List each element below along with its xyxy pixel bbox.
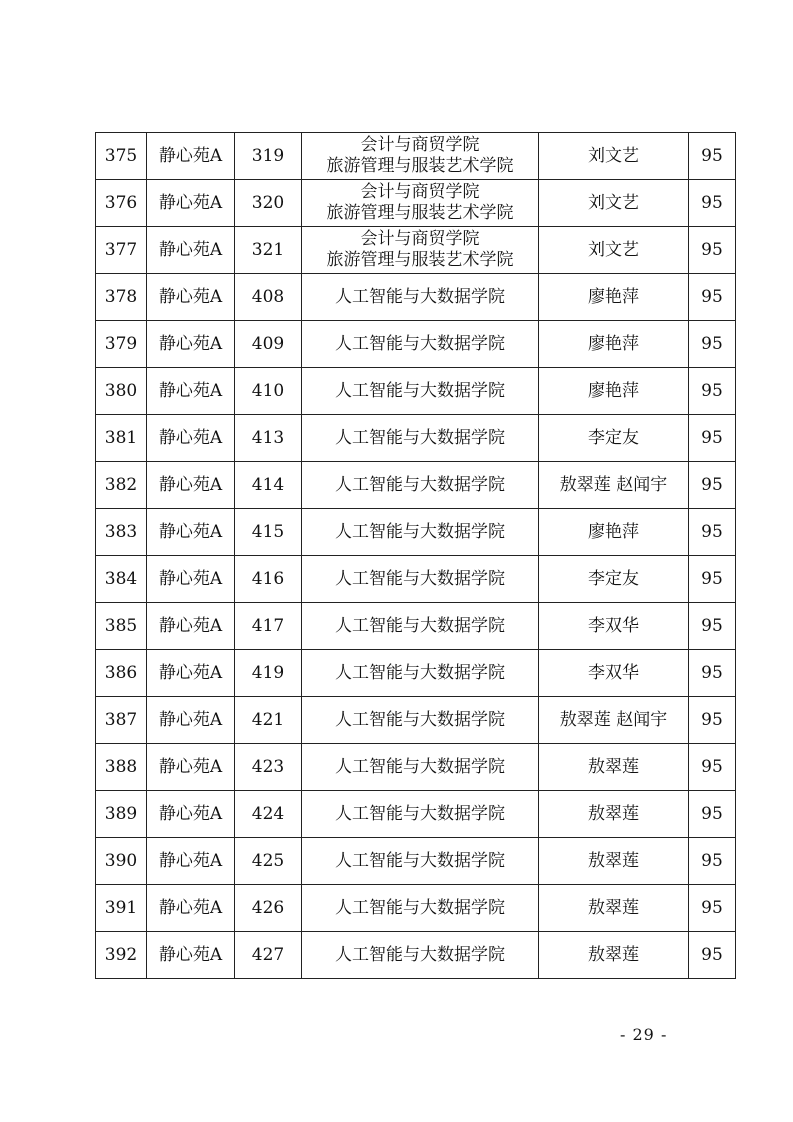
cell-room: 427 xyxy=(235,932,302,979)
cell-number: 382 xyxy=(96,462,147,509)
cell-room: 409 xyxy=(235,321,302,368)
cell-score: 95 xyxy=(689,885,736,932)
college-line: 会计与商贸学院 xyxy=(360,229,480,249)
cell-college xyxy=(302,603,539,650)
cell-score: 95 xyxy=(689,462,736,509)
table-row xyxy=(96,133,736,180)
cell-number: 377 xyxy=(96,227,147,274)
cell-score: 95 xyxy=(689,932,736,979)
cell-college xyxy=(302,838,539,885)
cell-building: 静心苑A xyxy=(147,650,235,697)
college-line: 人工智能与大数据学院 xyxy=(335,662,505,683)
table-row xyxy=(96,885,736,932)
cell-number: 392 xyxy=(96,932,147,979)
cell-college xyxy=(302,180,539,227)
cell-staff: 敖翠莲 xyxy=(539,885,689,932)
cell-college xyxy=(302,415,539,462)
cell-room: 320 xyxy=(235,180,302,227)
cell-score: 95 xyxy=(689,509,736,556)
cell-score: 95 xyxy=(689,744,736,791)
cell-number: 387 xyxy=(96,697,147,744)
college-line: 人工智能与大数据学院 xyxy=(335,897,505,918)
cell-college xyxy=(302,509,539,556)
cell-building: 静心苑A xyxy=(147,509,235,556)
table-row xyxy=(96,791,736,838)
cell-score: 95 xyxy=(689,133,736,180)
cell-room: 319 xyxy=(235,133,302,180)
cell-number: 383 xyxy=(96,509,147,556)
college-line: 人工智能与大数据学院 xyxy=(335,803,505,824)
cell-number: 381 xyxy=(96,415,147,462)
cell-number: 378 xyxy=(96,274,147,321)
cell-college xyxy=(302,133,539,180)
cell-score: 95 xyxy=(689,697,736,744)
cell-number: 376 xyxy=(96,180,147,227)
college-line: 人工智能与大数据学院 xyxy=(335,427,505,448)
cell-building: 静心苑A xyxy=(147,791,235,838)
college-line: 人工智能与大数据学院 xyxy=(335,474,505,495)
cell-number: 385 xyxy=(96,603,147,650)
cell-building: 静心苑A xyxy=(147,133,235,180)
cell-college xyxy=(302,227,539,274)
cell-college xyxy=(302,368,539,415)
cell-college xyxy=(302,932,539,979)
cell-score: 95 xyxy=(689,368,736,415)
cell-score: 95 xyxy=(689,650,736,697)
cell-staff: 廖艳萍 xyxy=(539,321,689,368)
cell-number: 391 xyxy=(96,885,147,932)
college-line: 人工智能与大数据学院 xyxy=(335,944,505,965)
college-line: 人工智能与大数据学院 xyxy=(335,850,505,871)
cell-building: 静心苑A xyxy=(147,744,235,791)
cell-college xyxy=(302,462,539,509)
cell-college xyxy=(302,321,539,368)
page-number: - 29 - xyxy=(620,1025,668,1044)
table-row xyxy=(96,697,736,744)
college-line: 旅游管理与服装艺术学院 xyxy=(326,250,514,270)
cell-score: 95 xyxy=(689,838,736,885)
table-row xyxy=(96,274,736,321)
cell-room: 416 xyxy=(235,556,302,603)
cell-building: 静心苑A xyxy=(147,274,235,321)
cell-college xyxy=(302,650,539,697)
cell-staff: 廖艳萍 xyxy=(539,274,689,321)
college-line: 人工智能与大数据学院 xyxy=(335,521,505,542)
cell-college xyxy=(302,885,539,932)
table-row xyxy=(96,603,736,650)
cell-building: 静心苑A xyxy=(147,180,235,227)
college-line: 会计与商贸学院 xyxy=(360,182,480,202)
cell-building: 静心苑A xyxy=(147,932,235,979)
cell-staff: 刘文艺 xyxy=(539,180,689,227)
cell-score: 95 xyxy=(689,274,736,321)
cell-number: 384 xyxy=(96,556,147,603)
college-line: 人工智能与大数据学院 xyxy=(335,286,505,307)
cell-room: 423 xyxy=(235,744,302,791)
cell-staff: 廖艳萍 xyxy=(539,509,689,556)
cell-number: 380 xyxy=(96,368,147,415)
cell-staff: 敖翠莲 xyxy=(539,932,689,979)
cell-staff: 敖翠莲 赵闻宇 xyxy=(539,697,689,744)
cell-room: 413 xyxy=(235,415,302,462)
table-row xyxy=(96,744,736,791)
cell-score: 95 xyxy=(689,556,736,603)
cell-staff: 敖翠莲 xyxy=(539,838,689,885)
table-row xyxy=(96,180,736,227)
cell-number: 379 xyxy=(96,321,147,368)
cell-building: 静心苑A xyxy=(147,697,235,744)
cell-number: 386 xyxy=(96,650,147,697)
cell-room: 321 xyxy=(235,227,302,274)
cell-room: 426 xyxy=(235,885,302,932)
cell-room: 415 xyxy=(235,509,302,556)
cell-score: 95 xyxy=(689,603,736,650)
table-row xyxy=(96,462,736,509)
cell-staff: 廖艳萍 xyxy=(539,368,689,415)
college-line: 人工智能与大数据学院 xyxy=(335,709,505,730)
table-body xyxy=(96,133,736,979)
cell-staff: 刘文艺 xyxy=(539,133,689,180)
cell-building: 静心苑A xyxy=(147,462,235,509)
college-line: 人工智能与大数据学院 xyxy=(335,568,505,589)
table-row xyxy=(96,368,736,415)
cell-building: 静心苑A xyxy=(147,415,235,462)
cell-number: 389 xyxy=(96,791,147,838)
cell-score: 95 xyxy=(689,791,736,838)
cell-score: 95 xyxy=(689,180,736,227)
cell-college xyxy=(302,556,539,603)
cell-number: 388 xyxy=(96,744,147,791)
cell-building: 静心苑A xyxy=(147,321,235,368)
cell-staff: 李双华 xyxy=(539,650,689,697)
cell-college xyxy=(302,697,539,744)
college-line: 会计与商贸学院 xyxy=(360,135,480,155)
cell-staff: 敖翠莲 赵闻宇 xyxy=(539,462,689,509)
table-row xyxy=(96,650,736,697)
cell-staff: 敖翠莲 xyxy=(539,791,689,838)
dormitory-score-table xyxy=(95,132,736,979)
college-line: 人工智能与大数据学院 xyxy=(335,333,505,354)
cell-number: 375 xyxy=(96,133,147,180)
cell-college xyxy=(302,274,539,321)
cell-score: 95 xyxy=(689,415,736,462)
table-row xyxy=(96,415,736,462)
cell-staff: 敖翠莲 xyxy=(539,744,689,791)
cell-room: 414 xyxy=(235,462,302,509)
cell-room: 424 xyxy=(235,791,302,838)
cell-number: 390 xyxy=(96,838,147,885)
cell-staff: 刘文艺 xyxy=(539,227,689,274)
cell-building: 静心苑A xyxy=(147,556,235,603)
college-line: 人工智能与大数据学院 xyxy=(335,756,505,777)
cell-building: 静心苑A xyxy=(147,227,235,274)
cell-building: 静心苑A xyxy=(147,368,235,415)
cell-building: 静心苑A xyxy=(147,885,235,932)
table-row xyxy=(96,932,736,979)
cell-building: 静心苑A xyxy=(147,838,235,885)
cell-building: 静心苑A xyxy=(147,603,235,650)
cell-room: 410 xyxy=(235,368,302,415)
table-row xyxy=(96,227,736,274)
cell-room: 419 xyxy=(235,650,302,697)
table-row xyxy=(96,556,736,603)
college-line: 旅游管理与服装艺术学院 xyxy=(326,203,514,223)
table-row xyxy=(96,509,736,556)
college-line: 人工智能与大数据学院 xyxy=(335,615,505,636)
cell-staff: 李定友 xyxy=(539,415,689,462)
cell-score: 95 xyxy=(689,321,736,368)
table-row xyxy=(96,838,736,885)
cell-room: 408 xyxy=(235,274,302,321)
table-row xyxy=(96,321,736,368)
cell-college xyxy=(302,744,539,791)
cell-room: 421 xyxy=(235,697,302,744)
cell-room: 425 xyxy=(235,838,302,885)
college-line: 旅游管理与服装艺术学院 xyxy=(326,156,514,176)
cell-staff: 李定友 xyxy=(539,556,689,603)
college-line: 人工智能与大数据学院 xyxy=(335,380,505,401)
cell-room: 417 xyxy=(235,603,302,650)
cell-college xyxy=(302,791,539,838)
cell-score: 95 xyxy=(689,227,736,274)
cell-staff: 李双华 xyxy=(539,603,689,650)
